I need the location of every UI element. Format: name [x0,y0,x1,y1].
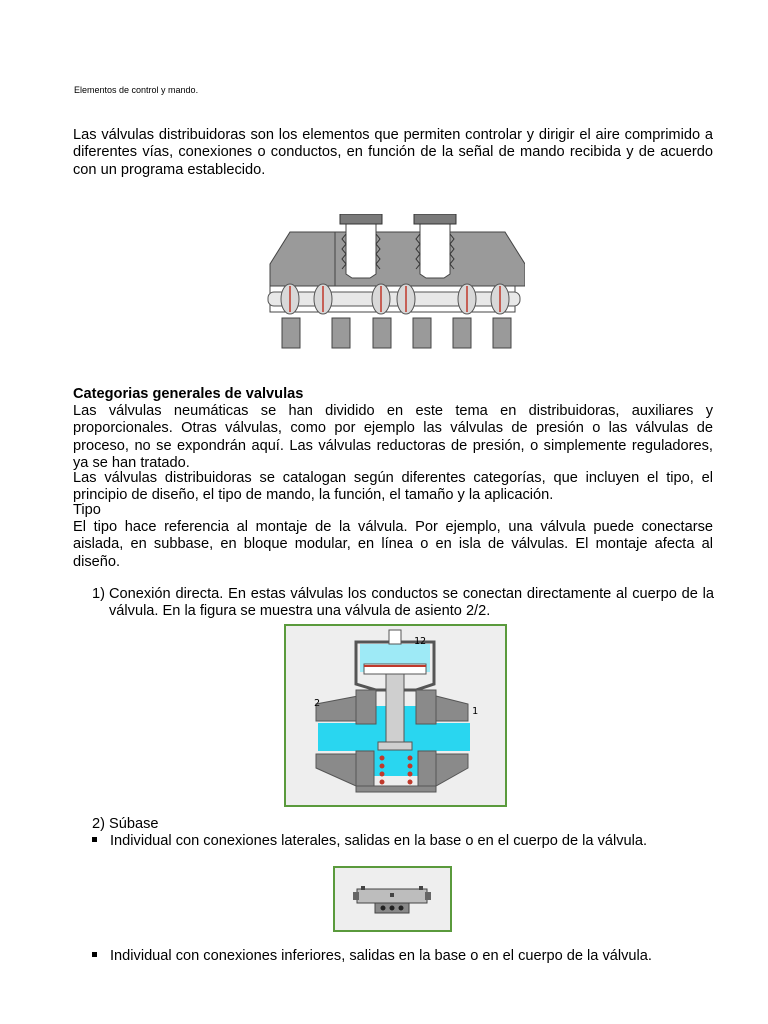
section-heading: Categorias generales de valvulas [73,386,304,402]
section-paragraph-2: Las válvulas distribuidoras se catalogan según diferentes categorías, que incluyen el tipo, el principio de diseño, el tipo de mando, la función, el tamaño y la aplicación. [73,470,713,504]
port-label-1: 1 [472,706,479,717]
bullet-text: Individual con conexiones inferiores, salidas en la base o en el cuerpo de la válvula. [110,948,652,964]
list-item-2-label: 2) Súbase [92,816,159,832]
list-item [92,586,714,621]
spool-valve-figure [260,214,525,354]
section-paragraph-3: El tipo hace referencia al montaje de la válvula. Por ejemplo, una válvula puede conectarse aislada, en subbase, en bloque modular, en línea o en isla de válvulas. El montaje afecta al diseño. [73,519,713,570]
page-header: Elementos de control y mando. [74,85,199,95]
seat-valve-figure [284,624,507,807]
bullet-item [92,833,647,849]
list-item-text: Conexión directa. En estas válvulas los conductos se conectan directamente al cuerpo de la válvula. En la figura se muestra una válvula de asiento 2/2. [109,586,714,620]
intro-paragraph: Las válvulas distribuidoras son los elementos que permiten controlar y dirigir el aire comprimido a diferentes vías, conexiones o conductos, en función de la señal de mando recibida y de acuerdo con un programa establecido. [73,127,713,178]
bullet-text: Individual con conexiones laterales, salidas en la base o en el cuerpo de la válvula. [110,833,648,849]
tipo-label: Tipo [73,502,101,518]
port-label-2: 2 [314,698,321,709]
section-paragraph-1: Las válvulas neumáticas se han dividido en este tema en distribuidoras, auxiliares y proporcionales. Otras válvulas, como por ejemplo las válvulas de presión o las válvulas de proceso, no se expondrán aquí. Las válvulas reductoras de presión, o simplemente reguladores, ya se han tratado. [73,403,713,471]
list-item-number: 1) [92,586,105,602]
port-label-12: 12 [414,636,427,647]
bullet-icon [92,837,97,842]
subbase-valve-figure [333,866,452,932]
bullet-icon [92,952,97,957]
bullet-item [92,948,652,964]
